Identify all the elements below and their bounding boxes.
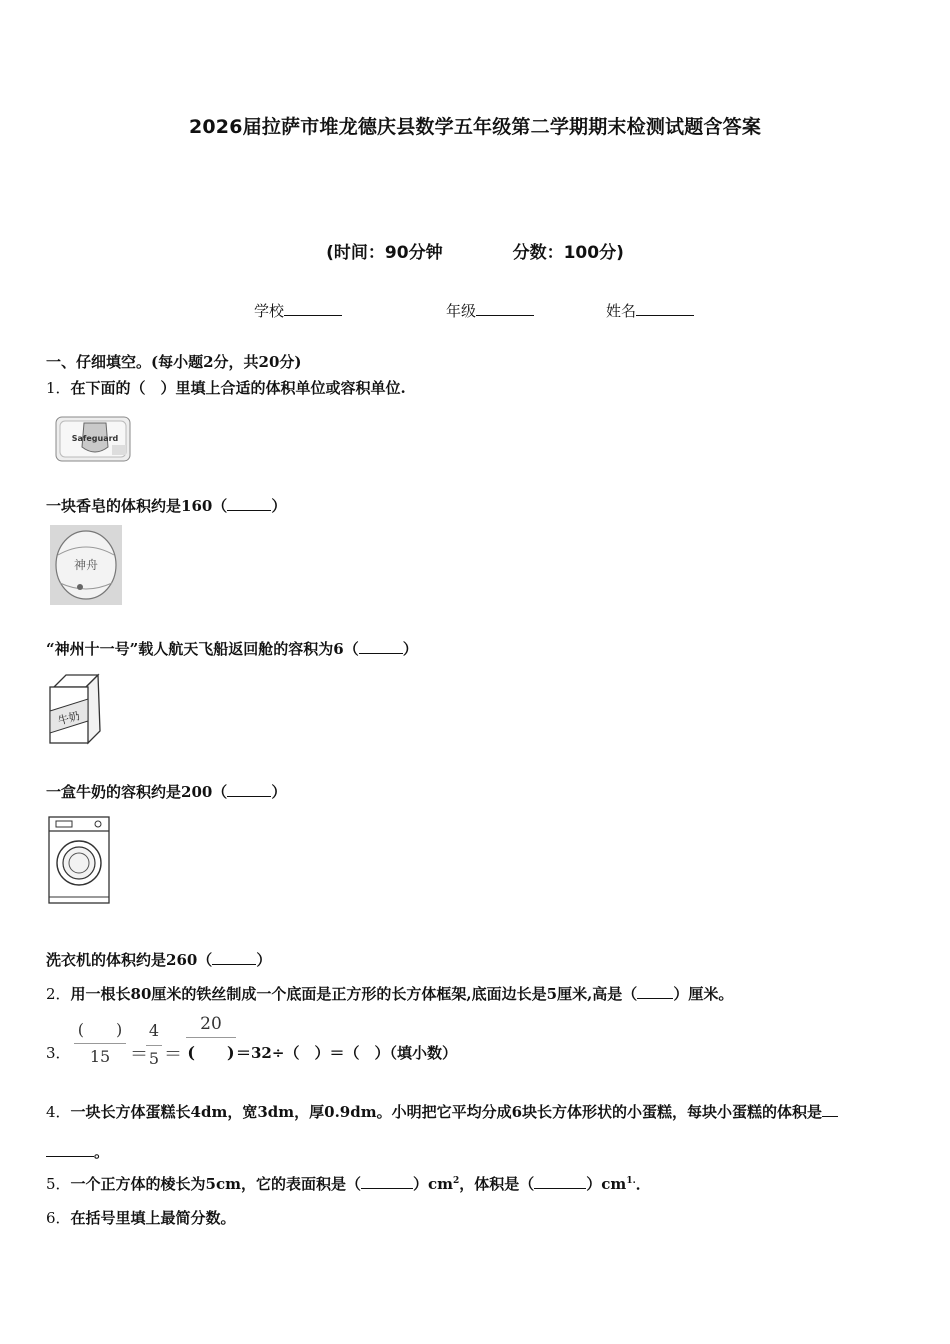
school-field [254,300,342,321]
school-blank[interactable] [284,302,342,316]
fraction-2-denominator: 5 [148,1049,160,1068]
milk-label: 牛奶 [56,709,82,728]
q2-answer-blank[interactable] [637,985,673,999]
question-1 [46,377,406,398]
soap-image [54,411,134,467]
school-label: 学校 [254,302,285,320]
page-title: 2026届拉萨市堆龙德庆县数学五年级第二学期期末检测试题含答案 [188,116,762,138]
question-4 [46,1101,838,1122]
question-number: 1． [46,379,71,397]
fraction-3-denominator[interactable]: ( ) [187,1043,235,1062]
milk-answer-blank[interactable] [227,783,271,797]
question-4-continued [46,1141,109,1162]
q5-surface-blank[interactable] [361,1175,413,1189]
question-5 [46,1173,651,1194]
question-2-text-b: ）厘米。 [673,985,734,1003]
milk-text: 一盒牛奶的容积约是200（ [46,783,228,801]
equals-1: ＝ [130,1044,148,1065]
question-6 [46,1207,236,1228]
milk-carton-image [46,673,104,745]
question-2 [46,983,733,1004]
capsule-answer-blank[interactable] [359,640,403,654]
superscript-1: 1. [626,1176,636,1186]
grade-label: 年级 [446,302,477,320]
capsule-text: “神州十一号”载人航天飞船返回舱的容积为6（ [46,640,359,658]
capsule-question-line [46,638,418,659]
fraction-3-numerator: 20 [200,1014,222,1034]
question-number: 2． [46,985,71,1003]
close-paren: ） [402,640,418,658]
time-label: (时间：90分钟 [326,243,443,263]
question-5-text-e: ． [635,1175,651,1193]
score-label: 分数：100分) [512,243,624,263]
question-6-text: 在括号里填上最简分数。 [70,1209,236,1227]
grade-field [446,300,534,321]
capsule-chars: 神舟 [73,558,99,572]
question-2-text-a: 用一根长80厘米的铁丝制成一个底面是正方形的长方体框架,底面边长是5厘米,高是（ [70,985,638,1003]
soap-answer-blank[interactable] [227,497,271,511]
soap-brand-text: Safeguard [71,434,119,443]
name-blank[interactable] [636,302,694,316]
soap-text: 一块香皂的体积约是160（ [46,497,228,515]
grade-blank[interactable] [476,302,534,316]
milk-question-line [46,781,286,802]
question-1-text: 在下面的（ ）里填上合适的体积单位或容积单位. [70,379,406,397]
washer-question-line [46,949,271,970]
question-5-text-c: ，体积是（ [459,1175,535,1193]
name-field [606,300,694,321]
q5-volume-blank[interactable] [534,1175,586,1189]
superscript-2: 2 [453,1176,460,1186]
q4-answer-blank-b[interactable] [46,1143,94,1157]
washer-text: 洗衣机的体积约是260（ [46,951,213,969]
section-1-heading: 一、仔细填空。(每小题2分，共20分) [46,353,302,371]
question-5-text-a: 一个正方体的棱长为5cm，它的表面积是（ [70,1175,361,1193]
fraction-1-denominator: 15 [89,1047,111,1066]
q4-answer-blank-a[interactable] [822,1103,838,1117]
washer-answer-blank[interactable] [212,951,256,965]
question-5-text-b: ）cm [413,1175,454,1193]
fraction-1-numerator: ( ) [77,1020,123,1039]
question-3-number: 3． [46,1044,71,1062]
capsule-image [50,525,122,605]
question-5-text-d: ）cm [586,1175,627,1193]
fraction-2-numerator: 4 [148,1021,160,1040]
question-3-rest: ＝32÷（ ）＝（ ）（填小数） [236,1044,457,1062]
close-paren: ） [271,497,287,515]
question-number: 6． [46,1209,71,1227]
washing-machine-image [46,815,112,907]
equals-2: ＝ [164,1044,182,1065]
time-score-line [0,238,950,263]
fraction-2-bar [146,1045,162,1046]
question-number: 4． [46,1103,71,1121]
fraction-1-bar [74,1043,126,1044]
question-4-text: 一块长方体蛋糕长4dm，宽3dm，厚0.9dm。小明把它平均分成6块长方体形状的小蛋糕，每块小蛋糕的体积是 [70,1103,823,1121]
soap-question-line [46,495,286,516]
close-paren: ） [256,951,272,969]
fraction-3-bar [186,1037,236,1038]
name-label: 姓名 [606,302,637,320]
question-number: 5． [46,1175,71,1193]
question-4-end: 。 [94,1143,110,1161]
close-paren: ） [271,783,287,801]
